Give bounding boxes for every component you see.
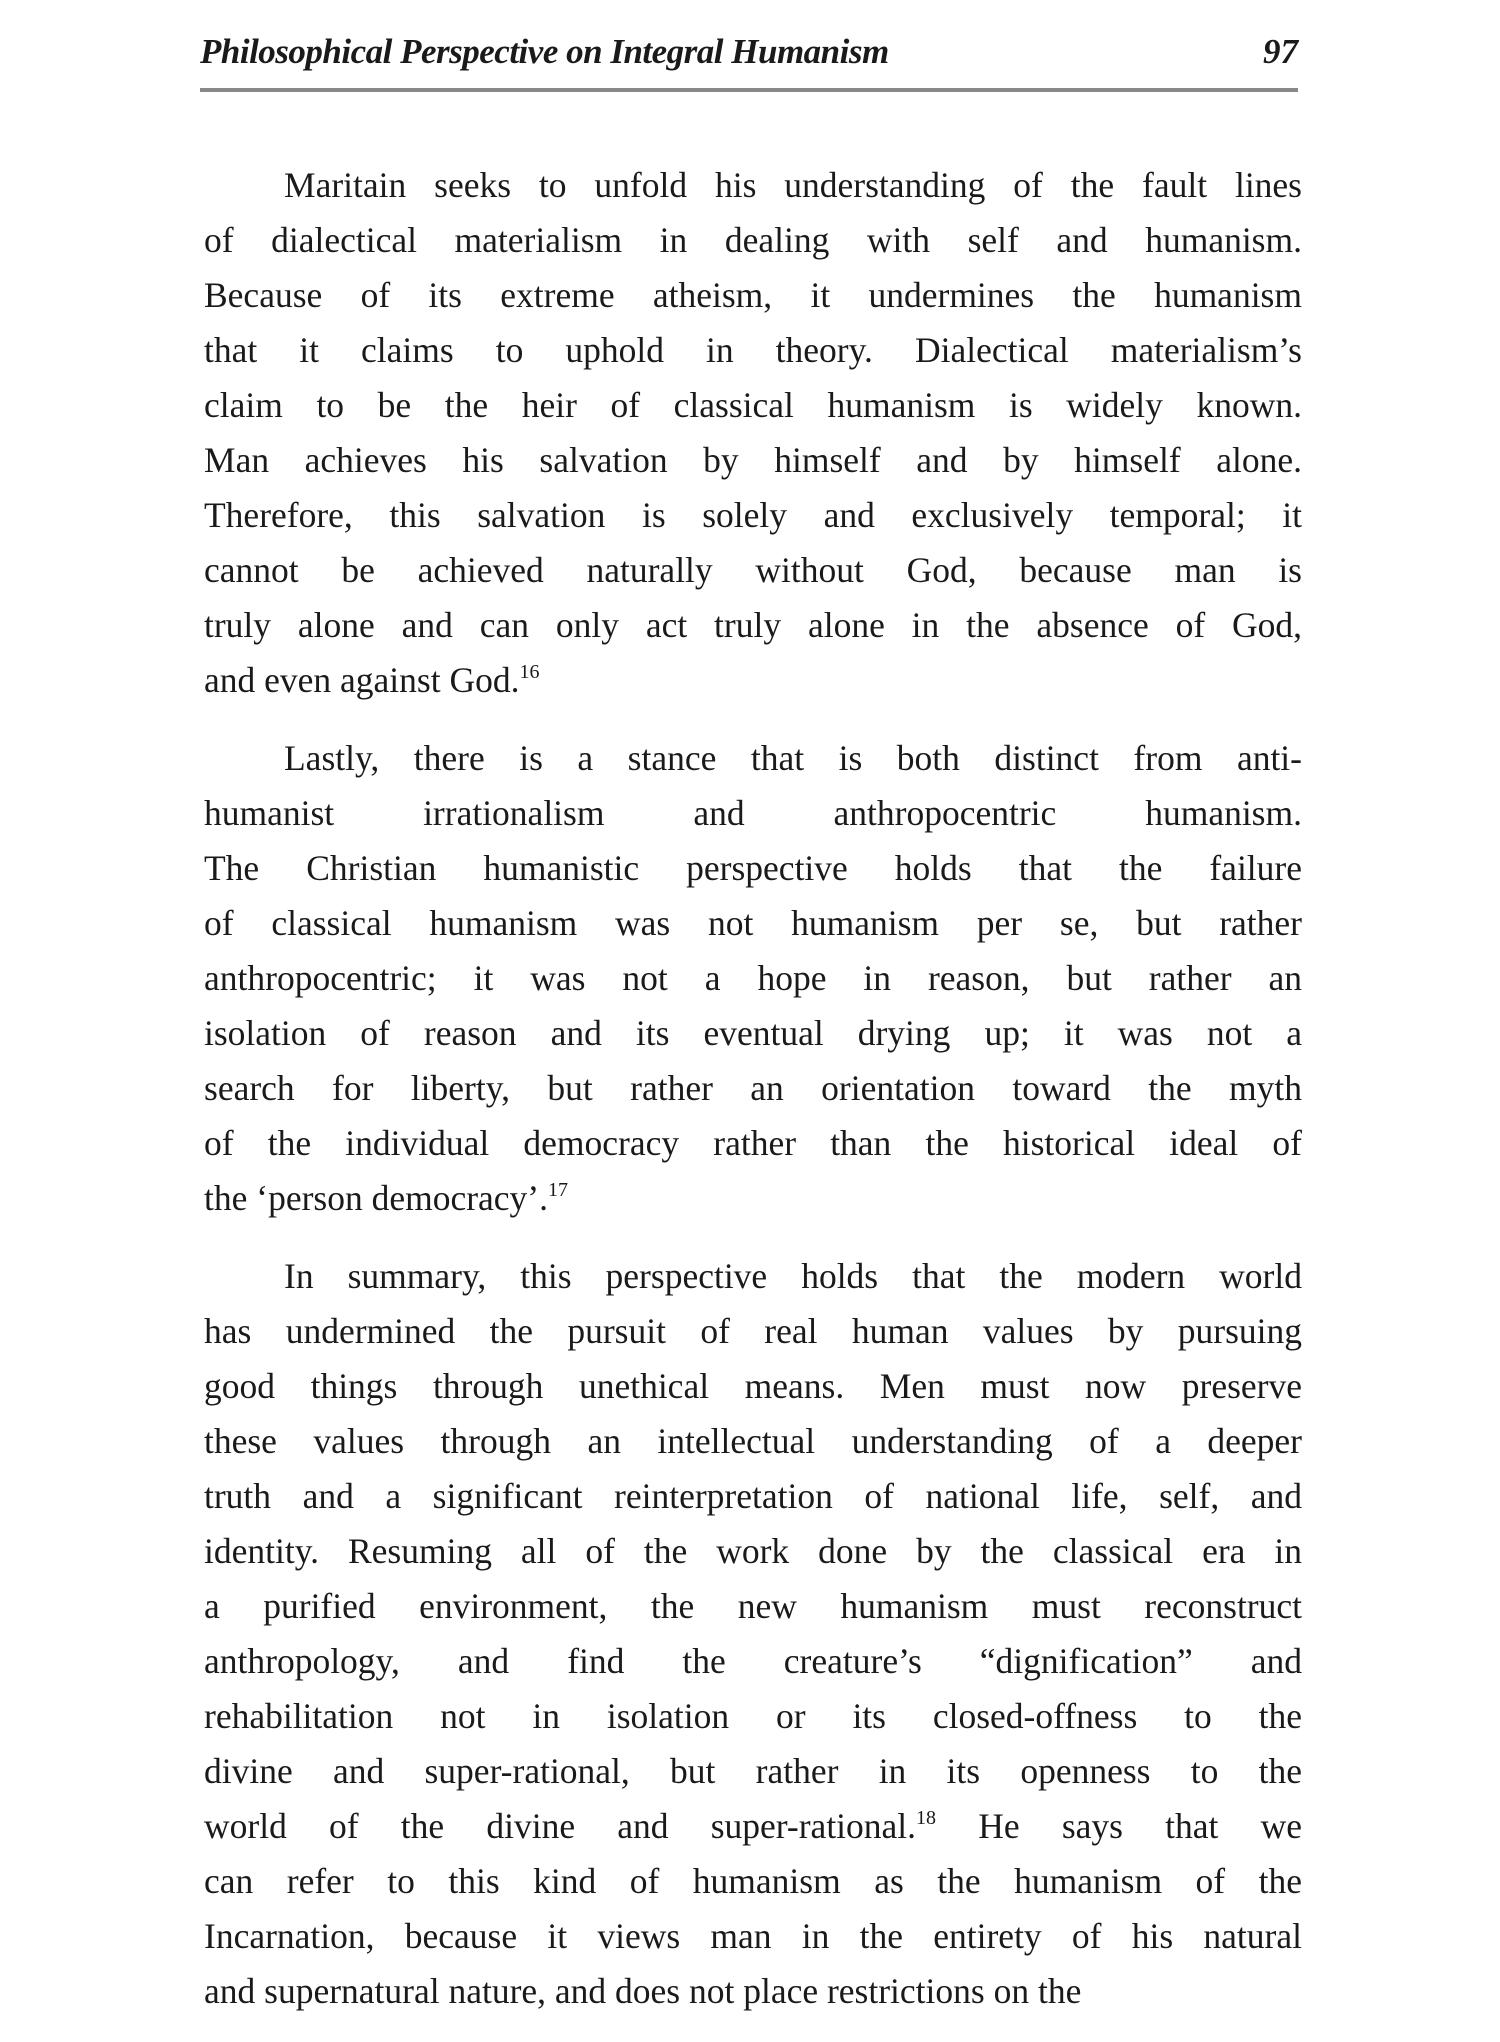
- text-line: divine and super-rational, but rather in its openness to the: [204, 1751, 1302, 1791]
- text-line: rehabilitation not in isolation or its closed-offness to the: [204, 1696, 1302, 1736]
- text-line: Incarnation, because it views man in the entirety of his natural: [204, 1916, 1302, 1956]
- text-line: these values through an intellectual understanding of a deeper: [204, 1421, 1302, 1461]
- text-line: Man achieves his salvation by himself and by himself alone.: [204, 440, 1302, 480]
- text-line: Because of its extreme atheism, it undermines the humanism: [204, 275, 1302, 315]
- text-line: world of the divine and super-rational.$^{18}$ He says that we: [204, 1806, 1302, 1846]
- text-line: In summary, this perspective holds that the modern world: [284, 1256, 1302, 1296]
- footnote-mark: 17: [548, 1179, 568, 1201]
- text-line: of dialectical materialism in dealing with self and humanism.: [204, 220, 1302, 260]
- paragraph: [204, 1249, 1302, 2019]
- text-line: Maritain seeks to unfold his understanding of the fault lines: [284, 165, 1302, 205]
- text-line: the ‘person democracy’.$^{17}$: [204, 1178, 568, 1218]
- text-line: and supernatural nature, and does not place restrictions on the: [204, 1971, 1082, 2011]
- text-line: of the individual democracy rather than the historical ideal of: [204, 1123, 1302, 1163]
- text-line: identity. Resuming all of the work done by the classical era in: [204, 1531, 1302, 1571]
- header-rule: [200, 88, 1298, 92]
- text-line: search for liberty, but rather an orientation toward the myth: [204, 1068, 1302, 1108]
- text-line: truly alone and can only act truly alone in the absence of God,: [204, 605, 1302, 645]
- running-header: [200, 32, 1298, 82]
- text-line: good things through unethical means. Men must now preserve: [204, 1366, 1302, 1406]
- text-line: The Christian humanistic perspective holds that the failure: [204, 848, 1302, 888]
- footnote-mark: 18: [916, 1807, 937, 1829]
- paragraph: [204, 158, 1302, 708]
- text-line: Lastly, there is a stance that is both distinct from anti-: [284, 738, 1302, 778]
- text-line: can refer to this kind of humanism as the humanism of the: [204, 1861, 1302, 1901]
- text-line: truth and a significant reinterpretation of national life, self, and: [204, 1476, 1302, 1516]
- text-line: claim to be the heir of classical humanism is widely known.: [204, 385, 1302, 425]
- text-line: that it claims to uphold in theory. Dialectical materialism’s: [204, 330, 1302, 370]
- text-line: humanist irrationalism and anthropocentric humanism.: [204, 793, 1302, 833]
- text-line: a purified environment, the new humanism must reconstruct: [204, 1586, 1302, 1626]
- text-line: cannot be achieved naturally without God, because man is: [204, 550, 1302, 590]
- running-title: Philosophical Perspective on Integral Humanism: [200, 32, 889, 71]
- body-text: [204, 158, 1302, 2042]
- text-line: and even against God.$^{16}$: [204, 660, 540, 700]
- page-number: 97: [1263, 32, 1298, 71]
- text-line: of classical humanism was not humanism per se, but rather: [204, 903, 1302, 943]
- text-line: Therefore, this salvation is solely and exclusively temporal; it: [204, 495, 1302, 535]
- text-line: anthropocentric; it was not a hope in reason, but rather an: [204, 958, 1302, 998]
- footnote-mark: 16: [519, 661, 540, 683]
- paragraph: [204, 731, 1302, 1226]
- text-line: anthropology, and find the creature’s “dignification” and: [204, 1641, 1302, 1681]
- text-line: has undermined the pursuit of real human values by pursuing: [204, 1311, 1302, 1351]
- text-line: isolation of reason and its eventual drying up; it was not a: [204, 1013, 1302, 1053]
